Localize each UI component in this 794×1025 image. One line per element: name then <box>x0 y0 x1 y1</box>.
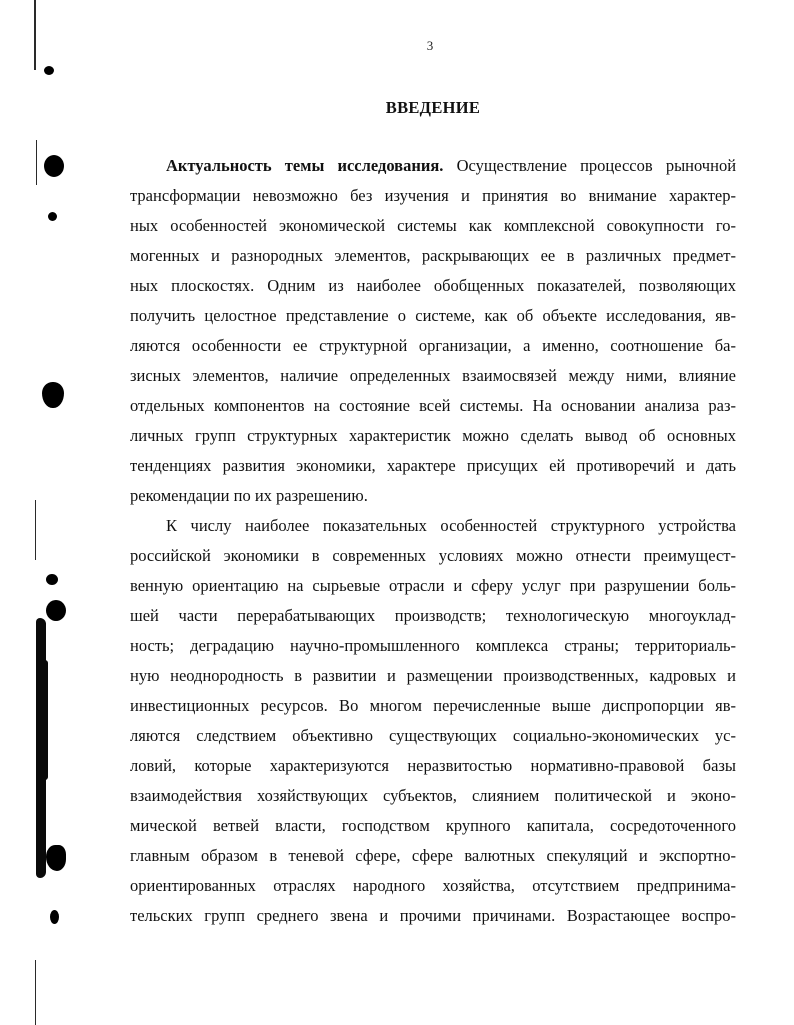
paragraph-line: мической ветвей власти, господством крупного капитала, сосредоточенного <box>130 816 736 835</box>
scan-blot <box>42 382 64 408</box>
binding-edge-line <box>34 0 36 70</box>
paragraph-line: К числу наиболее показательных особенностей структурного устройства <box>166 516 736 535</box>
scan-blot <box>46 574 58 585</box>
paragraph-line: ность; деградацию научно-промышленного комплекса страны; территориаль- <box>130 636 736 655</box>
paragraph-line: могенных и разнородных элементов, раскрывающих ее в различных предмет- <box>130 246 736 265</box>
paragraph-line <box>130 151 736 181</box>
paragraph-line: тельских групп среднего звена и прочими причинами. Возрастающее воспро- <box>130 906 736 925</box>
scan-blot <box>50 910 59 924</box>
paragraph-line: трансформации невозможно без изучения и принятия во внимание характер- <box>130 186 736 205</box>
paragraph-line: ляются следствием объективно существующих социально-экономических ус- <box>130 726 736 745</box>
body-text <box>130 151 736 931</box>
paragraph-line: зисных элементов, наличие определенных взаимосвязей между ними, влияние <box>130 366 736 385</box>
paragraph-line: шей части перерабатывающих производств; технологическую многоуклад- <box>130 606 736 625</box>
binding-edge-line <box>36 140 37 185</box>
paragraph-line: инвестиционных ресурсов. Во многом перечисленные выше диспропорции яв- <box>130 696 736 715</box>
paragraph-line: ных плоскостях. Одним из наиболее обобщенных показателей, позволяющих <box>130 276 736 295</box>
paragraph-line: тенденциях развития экономики, характере присущих ей противоречий и дать <box>130 456 736 475</box>
paragraph-line: ляются особенности ее структурной организации, а именно, соотношение ба- <box>130 336 736 355</box>
scan-blot <box>48 212 57 221</box>
paragraph-line: российской экономики в современных условиях можно отнести преимущест- <box>130 546 736 565</box>
paragraph-line-text: Осуществление процессов рыночной <box>456 156 737 175</box>
paragraph-line: ориентированных отраслях народного хозяйства, отсутствием предпринима- <box>130 876 736 895</box>
scan-blot <box>44 66 54 75</box>
paragraph-line: взаимодействия хозяйствующих субъектов, слиянием политической и эконо- <box>130 786 736 805</box>
paragraph-lead: Актуальность темы исследования. <box>166 156 444 175</box>
binding-edge-line <box>35 500 36 560</box>
paragraph-line: личных групп структурных характеристик можно сделать вывод об основных <box>130 426 736 445</box>
scan-smear <box>42 660 48 780</box>
page-number: 3 <box>426 38 434 53</box>
scan-blot <box>44 155 64 177</box>
paragraph-line: отдельных компонентов на состояние всей системы. На основании анализа раз- <box>130 396 736 415</box>
scan-blot <box>46 845 66 871</box>
paragraph-line: главным образом в теневой сфере, сфере валютных спекуляций и экспортно- <box>130 846 736 865</box>
scan-blot <box>46 600 66 621</box>
paragraph-line: рекомендации по их разрешению. <box>130 486 368 505</box>
paragraph-line: ловий, которые характеризуются неразвитостью нормативно-правовой базы <box>130 756 736 775</box>
paragraph-line: получить целостное представление о системе, как об объекте исследования, яв- <box>130 306 736 325</box>
page-title: ВВЕДЕНИЕ <box>385 98 481 117</box>
binding-edge-line <box>35 960 36 1025</box>
paragraph-line: ных особенностей экономической системы как комплексной совокупности го- <box>130 216 736 235</box>
paragraph-line: венную ориентацию на сырьевые отрасли и сферу услуг при разрушении боль- <box>130 576 736 595</box>
paragraph-line: ную неоднородность в развитии и размещении производственных, кадровых и <box>130 666 736 685</box>
